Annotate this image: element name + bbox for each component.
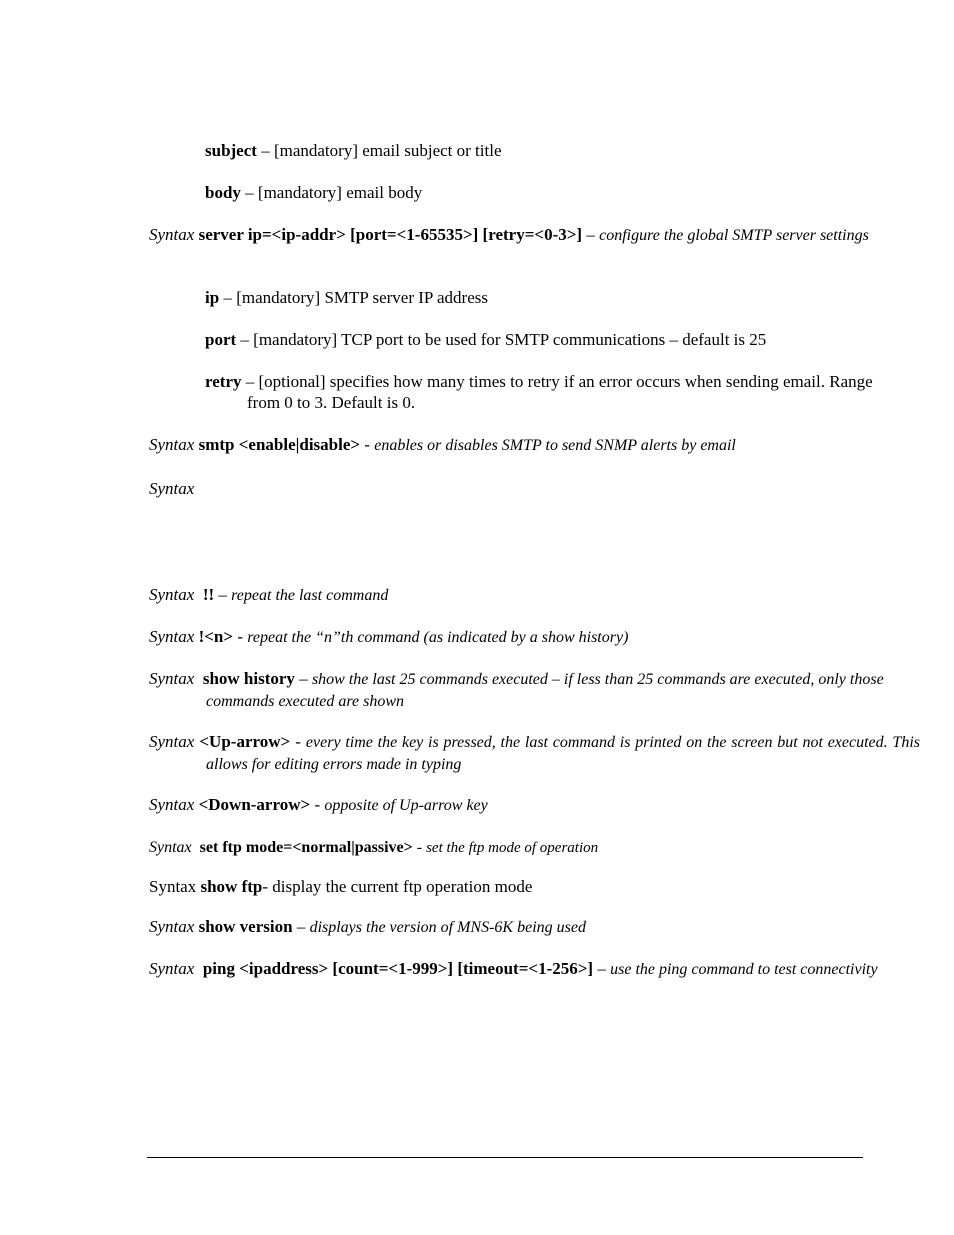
syntax-repeat-nth (149, 626, 920, 648)
syntax-server (149, 224, 920, 246)
syntax-smtp (149, 434, 920, 456)
command-description: opposite of Up-arrow key (324, 797, 488, 814)
command: smtp <enable|disable> (198, 435, 361, 454)
command: !<n> (198, 627, 234, 646)
command-description: configure the global SMTP server settings (599, 227, 869, 244)
command: <Down-arrow> (198, 795, 311, 814)
syntax-label: Syntax (149, 839, 192, 856)
param-text: – [mandatory] email subject or title (256, 141, 502, 160)
param-name: body (205, 183, 241, 202)
syntax-down-arrow (149, 794, 920, 816)
command-description: set the ftp mode of operation (426, 840, 599, 856)
param-ip (205, 287, 863, 308)
syntax-label: Syntax (149, 225, 195, 244)
separator: – (582, 225, 600, 244)
separator: – (292, 917, 310, 936)
separator: – (294, 669, 312, 688)
param-text: – [optional] specifies how many times to retry if an error occurs when sending email. Range from 0 to 3. Default is 0. (241, 372, 873, 412)
command-description: show the last 25 commands executed – if less than 25 commands are executed, only those commands executed are shown (206, 671, 884, 710)
command: <Up-arrow> (199, 732, 291, 751)
footer-rule (147, 1157, 863, 1158)
param-name: port (205, 330, 237, 349)
syntax-label: Syntax (149, 585, 195, 604)
command-description: - display the current ftp operation mode (262, 877, 533, 896)
syntax-show-ftp (149, 876, 863, 897)
command-description: repeat the last command (231, 587, 389, 604)
separator: - (290, 732, 306, 751)
syntax-label: Syntax (149, 795, 195, 814)
command-description: enables or disables SMTP to send SNMP alerts by email (374, 437, 736, 454)
separator: – (214, 585, 232, 604)
syntax-empty (149, 478, 863, 499)
syntax-label: Syntax (149, 479, 195, 498)
param-port (205, 329, 863, 350)
command-description: every time the key is pressed, the last command is printed on the screen but not executed. This allows for editing errors made in typing (206, 734, 920, 773)
param-name: subject (205, 141, 257, 160)
command-description: repeat the “n”th command (as indicated by a show history) (247, 629, 629, 646)
command: set ftp mode=<normal|passive> (199, 839, 413, 856)
syntax-label: Syntax (149, 959, 195, 978)
syntax-label: Syntax (149, 917, 195, 936)
param-subject (205, 140, 863, 161)
command: show history (202, 669, 295, 688)
separator: - (310, 795, 325, 814)
param-name: retry (205, 372, 242, 391)
syntax-label: Syntax (149, 435, 195, 454)
param-name: ip (205, 288, 220, 307)
syntax-label: Syntax (149, 877, 197, 896)
command: show version (198, 917, 293, 936)
syntax-show-history (149, 668, 920, 712)
syntax-up-arrow (149, 731, 920, 775)
param-text: – [mandatory] email body (240, 183, 423, 202)
syntax-label: Syntax (149, 669, 195, 688)
syntax-label: Syntax (149, 627, 195, 646)
syntax-label: Syntax (149, 732, 195, 751)
syntax-repeat-last (149, 584, 920, 606)
syntax-set-ftp-mode (149, 837, 920, 859)
separator: - (412, 839, 427, 856)
command-description: use the ping command to test connectivity (610, 961, 878, 978)
separator: - (360, 435, 375, 454)
syntax-show-version (149, 916, 920, 938)
separator: - (233, 627, 248, 646)
command: !! (202, 585, 215, 604)
param-body (205, 182, 863, 203)
param-text: – [mandatory] SMTP server IP address (219, 288, 488, 307)
command: ping <ipaddress> [count=<1-999>] [timeout=<1-256>] (202, 959, 594, 978)
command-description: displays the version of MNS-6K being used (309, 919, 586, 936)
param-text: – [mandatory] TCP port to be used for SMTP communications – default is 25 (236, 330, 767, 349)
syntax-ping (149, 958, 920, 980)
param-retry (205, 371, 905, 413)
command: show ftp (200, 877, 263, 896)
command: server ip=<ip-addr> [port=<1-65535>] [retry=<0-3>] (198, 225, 583, 244)
separator: – (593, 959, 611, 978)
